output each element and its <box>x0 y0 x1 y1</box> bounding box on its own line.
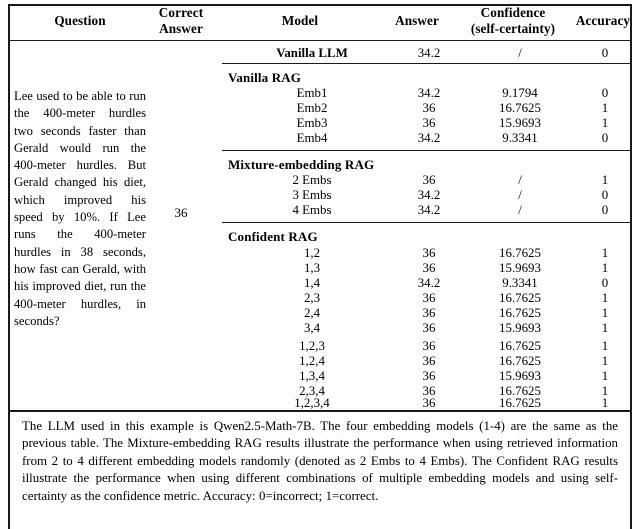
cell-answer: 36 <box>422 261 436 275</box>
section-rule-vanilla-rag <box>222 150 632 151</box>
table-row <box>222 339 632 354</box>
cell-confidence: 16.7625 <box>499 101 541 115</box>
cell-answer: 36 <box>422 369 436 383</box>
table-row <box>222 291 632 306</box>
cell-model: 2,4 <box>303 306 321 320</box>
column-header-model: Model <box>281 13 319 28</box>
cell-answer: 36 <box>422 354 436 368</box>
cell-accuracy: 1 <box>601 101 609 115</box>
cell-model: 2,3,4 <box>299 384 325 398</box>
cell-accuracy: 1 <box>601 396 609 410</box>
table-left-border <box>8 4 10 529</box>
table-row <box>222 396 632 411</box>
table-row <box>222 246 632 261</box>
table-row <box>222 306 632 321</box>
correct-answer-value: 36 <box>174 205 188 220</box>
cell-confidence: 16.7625 <box>499 339 541 353</box>
cell-confidence: 16.7625 <box>499 291 541 305</box>
cell-answer: 34.2 <box>417 46 441 60</box>
caption-top-rule <box>8 410 632 412</box>
cell-accuracy: 1 <box>601 369 609 383</box>
cell-confidence: 16.7625 <box>499 354 541 368</box>
cell-accuracy: 0 <box>601 46 609 60</box>
column-header-correct-answer-line2: Answer <box>159 20 203 36</box>
cell-confidence: / <box>518 173 522 187</box>
cell-answer: 36 <box>422 101 436 115</box>
column-header-accuracy: Accuracy <box>575 13 631 28</box>
cell-confidence: 16.7625 <box>499 396 541 410</box>
cell-answer: 36 <box>422 396 436 410</box>
section-rule-mixture-embedding-rag <box>222 222 632 223</box>
question-text: Lee used to be able to run the 400-meter hurdles two seconds faster than Gerald would run the 400-meter hurdles. But Gerald changed his diet, which improved his speed by 10%. If Lee runs the 400-meter hurdles in 38 seconds, how fast can Gerald, with his improved diet, run the 400-meter hurdles, in seconds? <box>14 89 146 328</box>
cell-answer: 36 <box>422 173 436 187</box>
cell-confidence: 16.7625 <box>499 384 541 398</box>
cell-model: Emb4 <box>296 131 328 145</box>
cell-model: 3,4 <box>303 321 321 335</box>
cell-confidence: / <box>518 46 522 60</box>
cell-accuracy: 0 <box>601 131 609 145</box>
cell-model: 1,4 <box>303 276 321 290</box>
cell-answer: 36 <box>422 306 436 320</box>
cell-accuracy: 0 <box>601 203 609 217</box>
table-row <box>222 116 632 131</box>
cell-confidence: 16.7625 <box>499 306 541 320</box>
cell-model: 1,2,3,4 <box>294 396 330 410</box>
cell-answer: 36 <box>422 321 436 335</box>
table-row <box>222 101 632 116</box>
section-title-mixture-embedding-rag: Mixture-embedding RAG <box>228 157 375 172</box>
cell-accuracy: 1 <box>601 246 609 260</box>
cell-answer: 34.2 <box>417 86 441 100</box>
cell-confidence: 15.9693 <box>499 116 541 130</box>
cell-model: 1,3 <box>303 261 321 275</box>
cell-answer: 36 <box>422 116 436 130</box>
cell-answer: 34.2 <box>417 203 441 217</box>
cell-accuracy: 0 <box>601 188 609 202</box>
table-row <box>222 276 632 291</box>
cell-accuracy: 1 <box>601 339 609 353</box>
cell-answer: 36 <box>422 246 436 260</box>
cell-accuracy: 1 <box>601 306 609 320</box>
table-row <box>222 261 632 276</box>
cell-accuracy: 0 <box>601 276 609 290</box>
cell-model: 1,2,3 <box>299 339 325 353</box>
cell-confidence: 15.9693 <box>499 261 541 275</box>
column-header-confidence <box>458 5 568 36</box>
cell-model: 1,3,4 <box>299 369 325 383</box>
cell-model: 4 Embs <box>292 203 332 217</box>
cell-model: 2,3 <box>303 291 321 305</box>
table-caption: The LLM used in this example is Qwen2.5-Math-7B. The four embedding models (1-4) are the same as the previous table. The Mixture-embedding RAG results illustrate the performance when using retrieved information from 2 to 4 different embedding models randomly (denoted as 2 Embs to 4 Embs). The Confident RAG results illustrate the performance when using different combinations of multiple embedding models and using self-certainty as the confidence metric. Accuracy: 0=incorrect; 1=correct. <box>22 419 618 503</box>
cell-model: 1,2,4 <box>299 354 325 368</box>
cell-accuracy: 1 <box>601 321 609 335</box>
cell-accuracy: 0 <box>601 86 609 100</box>
cell-answer: 34.2 <box>417 276 441 290</box>
cell-model: Emb2 <box>296 101 328 115</box>
cell-confidence: 9.1794 <box>502 86 538 100</box>
table-row <box>222 173 632 188</box>
cell-model: Vanilla LLM <box>276 46 348 60</box>
cell-confidence: 15.9693 <box>499 369 541 383</box>
cell-confidence: 16.7625 <box>499 246 541 260</box>
column-header-correct-answer <box>148 5 214 36</box>
section-title-vanilla-rag: Vanilla RAG <box>228 70 302 85</box>
column-header-question: Question <box>54 13 106 28</box>
cell-answer: 34.2 <box>417 131 441 145</box>
cell-answer: 34.2 <box>417 188 441 202</box>
cell-confidence: 9.3341 <box>502 131 538 145</box>
table-row <box>222 369 632 384</box>
cell-answer: 36 <box>422 339 436 353</box>
header-bottom-rule <box>8 40 632 41</box>
cell-model: Emb3 <box>296 116 328 130</box>
cell-model: Emb1 <box>296 86 328 100</box>
cell-accuracy: 1 <box>601 116 609 130</box>
column-header-answer: Answer <box>395 13 439 28</box>
table-row <box>222 131 632 146</box>
column-header-confidence-line2: (self-certainty) <box>470 20 556 36</box>
cell-accuracy: 1 <box>601 384 609 398</box>
section-title-confident-rag: Confident RAG <box>228 229 318 244</box>
table-row <box>222 203 632 218</box>
cell-confidence: 9.3341 <box>502 276 538 290</box>
table-row <box>222 354 632 369</box>
cell-accuracy: 1 <box>601 354 609 368</box>
cell-answer: 36 <box>422 384 436 398</box>
cell-confidence: / <box>518 203 522 217</box>
column-header-confidence-line1: Confidence <box>480 5 546 20</box>
cell-model: 2 Embs <box>292 173 332 187</box>
section-rule-vanilla-llm <box>222 63 632 64</box>
cell-model: 3 Embs <box>292 188 332 202</box>
table-row <box>222 188 632 203</box>
cell-confidence: / <box>518 188 522 202</box>
cell-accuracy: 1 <box>601 291 609 305</box>
table-row <box>222 86 632 101</box>
table-row <box>222 321 632 336</box>
cell-model: 1,2 <box>303 246 321 260</box>
table-row <box>222 46 632 61</box>
cell-accuracy: 1 <box>601 261 609 275</box>
cell-answer: 36 <box>422 291 436 305</box>
cell-accuracy: 1 <box>601 173 609 187</box>
cell-confidence: 15.9693 <box>499 321 541 335</box>
column-header-correct-answer-line1: Correct <box>158 5 204 20</box>
